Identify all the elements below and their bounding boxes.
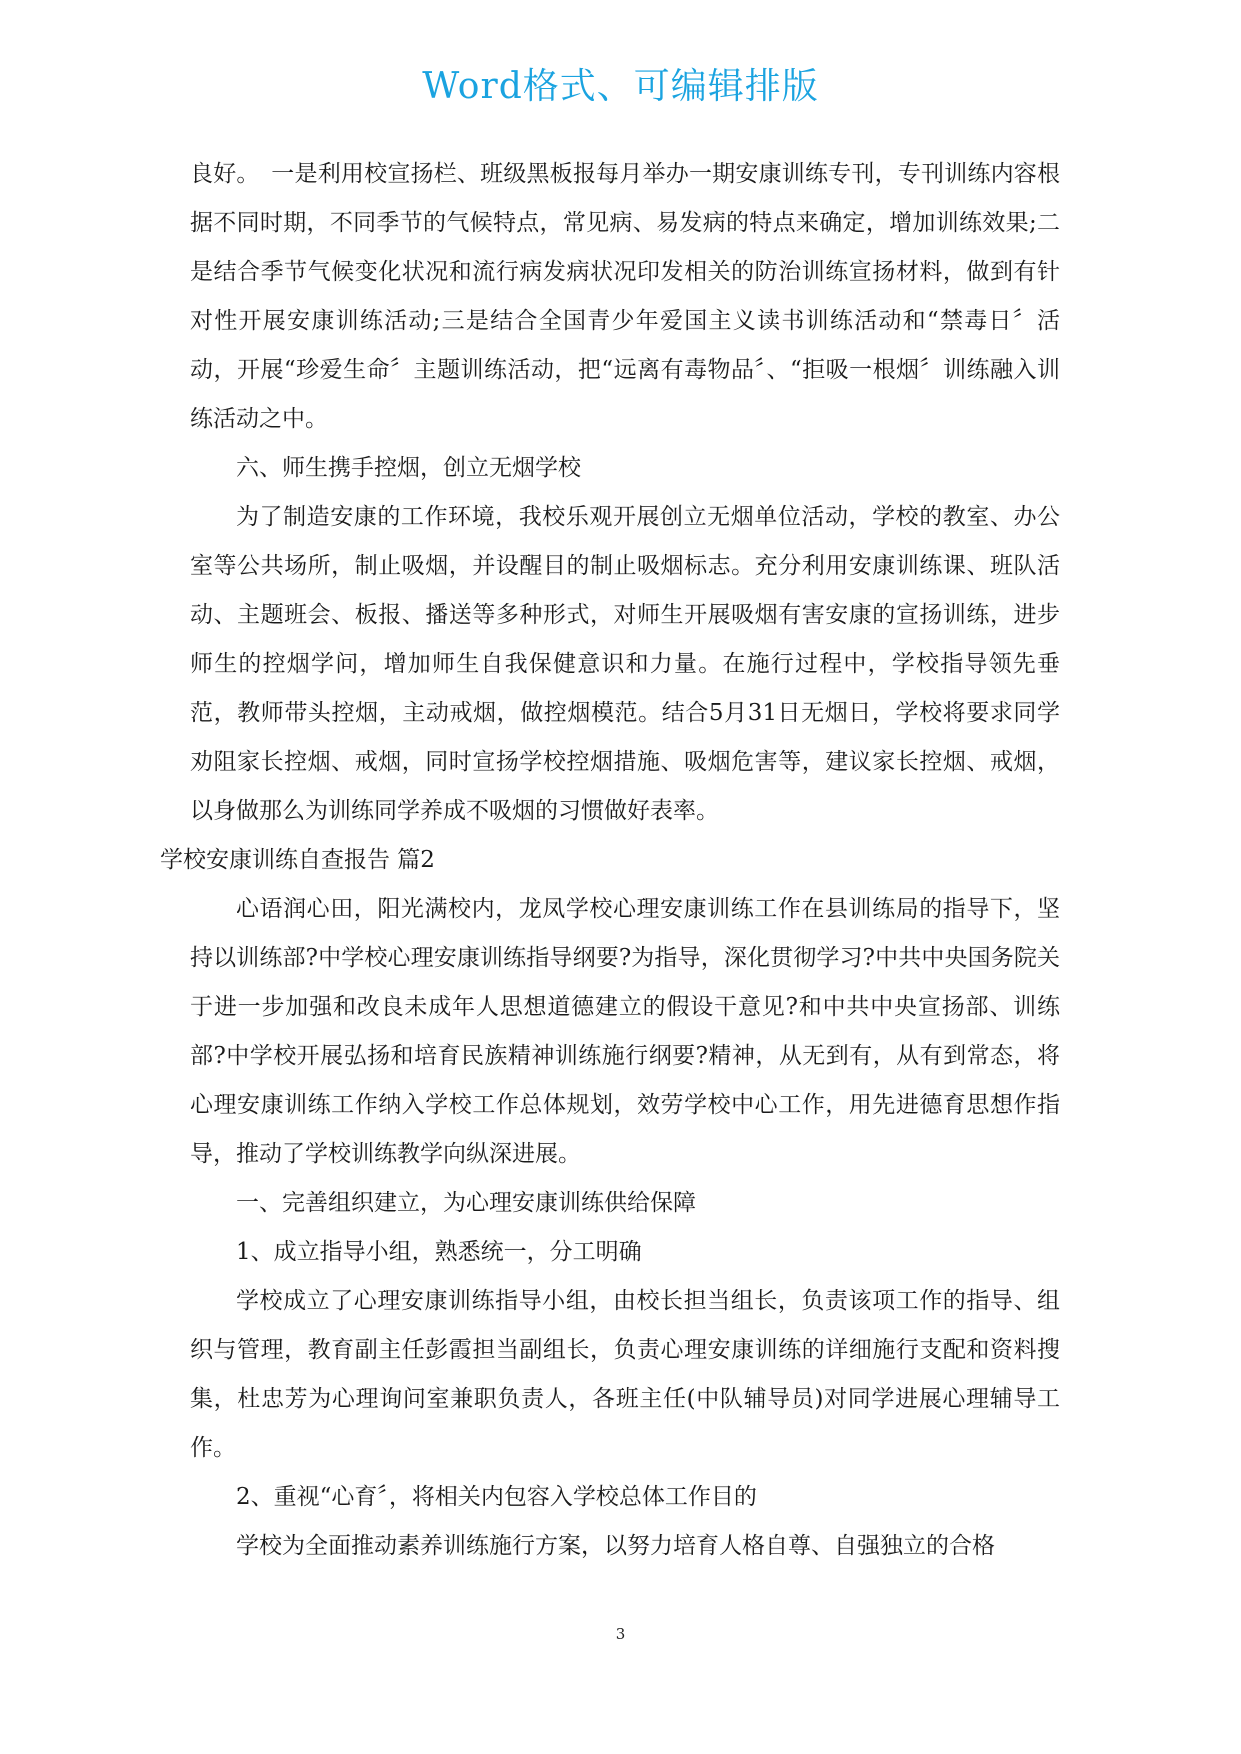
paragraph: 学校成立了心理安康训练指导小组，由校长担当组长，负责该项工作的指导、组织与管理，教育副主任彭霞担当副组长，负责心理安康训练的详细施行支配和资料搜集，杜忠芳为心理询问室兼职负责人，各班主任(中队辅导员)对同学进展心理辅导工作。 bbox=[190, 1288, 1060, 1461]
paragraph: 学校为全面推动素养训练施行方案，以努力培育人格自尊、自强独立的合格 bbox=[236, 1533, 995, 1559]
page-number: 3 bbox=[615, 1625, 626, 1643]
page-header-title: Word格式、可编辑排版 bbox=[422, 66, 819, 107]
section-heading: 六、师生携手控烟，创立无烟学校 bbox=[236, 455, 581, 481]
paragraph: 为了制造安康的工作环境，我校乐观开展创立无烟单位活动，学校的教室、办公室等公共场所，制止吸烟，并设醒目的制止吸烟标志。充分利用安康训练课、班队活动、主题班会、板报、播送等多种形式，对师生开展吸烟有害安康的宣扬训练，进步师生的控烟学问，增加师生自我保健意识和力量。在施行过程中，学校指导领先垂范，教师带头控烟，主动戒烟，做控烟模范。结合5月31日无烟日，学校将要求同学劝阻家长控烟、戒烟，同时宣扬学校控烟措施、吸烟危害等，建议家长控烟、戒烟，以身做那么为训练同学养成不吸烟的习惯做好表率。 bbox=[190, 504, 1060, 824]
document-body bbox=[160, 150, 1060, 1571]
subsection-heading: 1、成立指导小组，熟悉统一，分工明确 bbox=[236, 1239, 642, 1265]
section-heading: 一、完善组织建立，为心理安康训练供给保障 bbox=[236, 1190, 696, 1216]
paragraph: 良好。 一是利用校宣扬栏、班级黑板报每月举办一期安康训练专刊，专刊训练内容根据不同时期，不同季节的气候特点，常见病、易发病的特点来确定，增加训练效果;二是结合季节气候变化状况和流行病发病状况印发相关的防治训练宣扬材料，做到有针对性开展安康训练活动;三是结合全国青少年爱国主义读书训练活动和“禁毒日〞活动，开展“珍爱生命〞主题训练活动，把“远离有毒物品〞、“拒吸一根烟〞训练融入训练活动之中。 bbox=[190, 161, 1060, 432]
paragraph: 心语润心田，阳光满校内，龙凤学校心理安康训练工作在县训练局的指导下，坚持以训练部?中学校心理安康训练指导纲要?为指导，深化贯彻学习?中共中央国务院关于进一步加强和改良未成年人思想道德建立的假设干意见?和中共中央宣扬部、训练部?中学校开展弘扬和培育民族精神训练施行纲要?精神，从无到有，从有到常态，将心理安康训练工作纳入学校工作总体规划，效劳学校中心工作，用先进德育思想作指导，推动了学校训练教学向纵深进展。 bbox=[190, 896, 1060, 1167]
subsection-heading: 2、重视“心育〞，将相关内包容入学校总体工作目的 bbox=[236, 1484, 757, 1510]
document-subtitle: 学校安康训练自查报告 篇2 bbox=[160, 847, 435, 873]
